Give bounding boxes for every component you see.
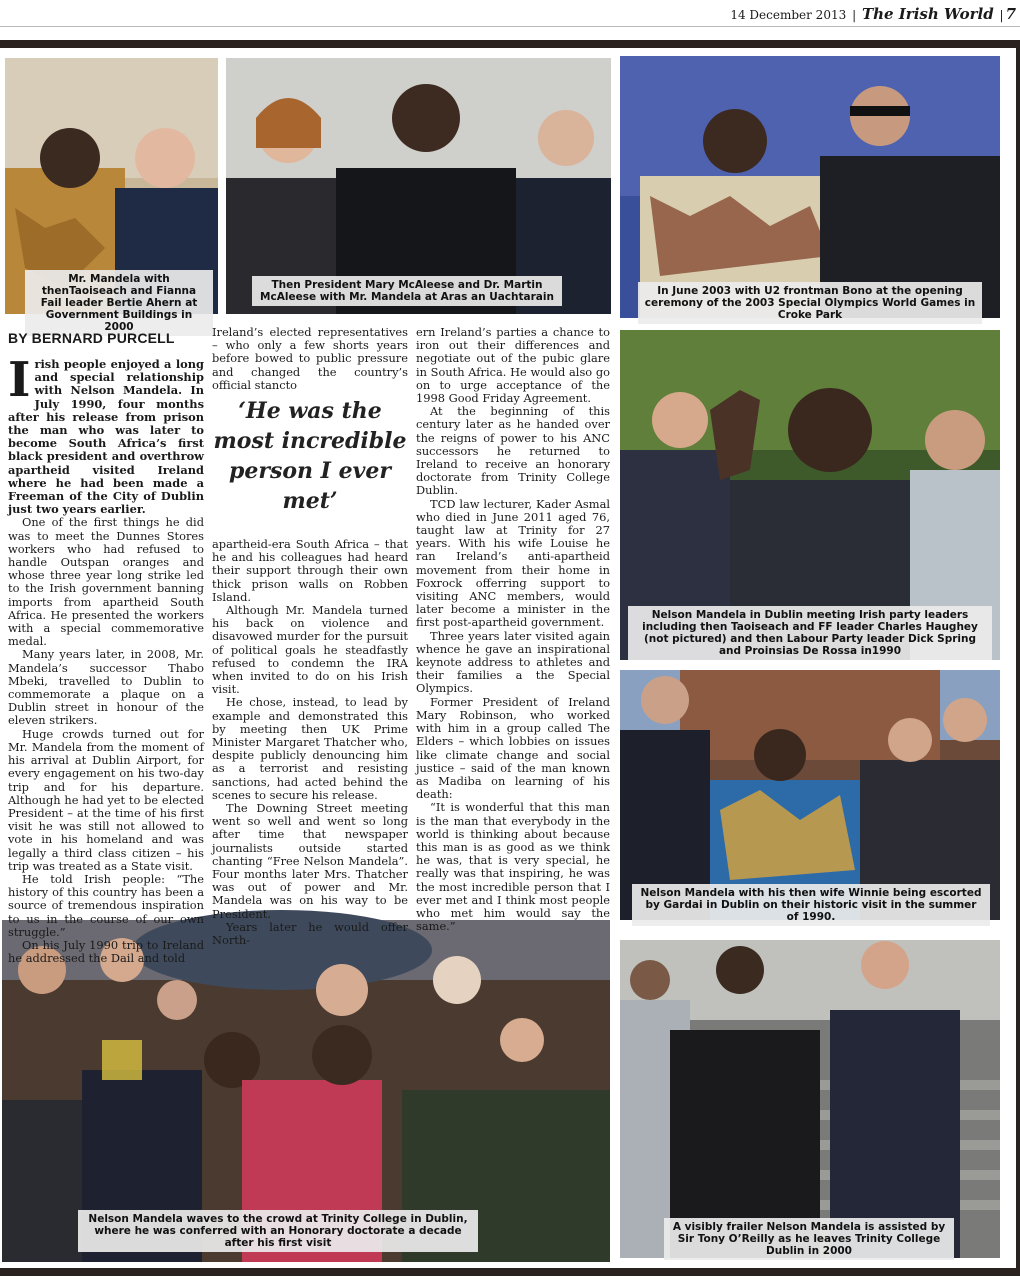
photo-mandela-mcaleese	[226, 58, 611, 314]
article-column-2	[212, 538, 408, 947]
header-separator: |	[852, 8, 857, 22]
caption-ahern: Mr. Mandela with thenTaoiseach and Fianna Fail leader Bertie Ahern at Government Buildings in 2000	[25, 270, 213, 336]
caption-oreilly: A visibly frailer Nelson Mandela is assisted by Sir Tony O’Reilly as he leaves Trinity College Dublin in 2000	[664, 1218, 954, 1260]
header-rule	[0, 26, 1020, 27]
paragraph: “It is wonderful that this man is the man that everybody in the world is thinking about because this man is as good as we think he was, that is very special, he really was that inspiring, he was the most incredible person that I ever met and I think most people who met him would say the same.”	[416, 800, 610, 934]
article-column-3	[416, 326, 610, 933]
intro-text: rish people enjoyed a long and special relationship with Nelson Mandela. In July 1990, four months after his release from prison the man who was later to become South Africa’s first black president and overthrow apartheid visited Ireland where he had been made a Freeman of the City of Dublin just two years earlier.	[8, 357, 204, 517]
article-column-2-top	[212, 326, 408, 392]
pull-quote: ‘He was the most incredible person I ever met’	[213, 398, 407, 514]
header-separator: |	[999, 8, 1004, 22]
paragraph: apartheid-era South Africa – that he and his colleagues had heard their support through their own thick prison walls on Robben Island.	[212, 537, 408, 604]
paragraph: Former President of Ireland Mary Robinson, who worked with him in a group called The Elders – which lobbies on issues like climate change and social justice – said of the man known as Madiba on learning of his death:	[416, 694, 610, 802]
photo-mandela-ahern	[5, 58, 218, 333]
byline: BY BERNARD PURCELL	[8, 330, 175, 346]
paragraph: He chose, instead, to lead by example and demonstrated this by meeting then UK Prime Minister Margaret Thatcher who, despite publicly denouncing him as a terrorist and resisting sanctions, had acted behind the scenes to secure his release.	[212, 695, 408, 802]
drop-cap: I	[8, 352, 31, 408]
paragraph: He told Irish people: “The history of this country has been a source of tremendous inspiration to us in the course of our own struggle.”	[8, 871, 204, 939]
photo-mandela-winnie	[620, 670, 1000, 923]
issue-date: 14 December 2013	[730, 8, 847, 22]
paragraph: Years later he would offer North-	[212, 919, 408, 948]
header-text	[730, 5, 1016, 23]
paragraph: Ireland’s elected representatives – who only a few shorts years before bowed to public pressure and changed the country’s official stancto	[212, 325, 408, 392]
paragraph: TCD law lecturer, Kader Asmal who died in June 2011 aged 76, taught law at Trinity for 27 years. With his wife Louise he ran Ireland’s anti-apartheid movement from their home in Foxrock offerring support to visiting ANC members, would later become a minister in the first post-apartheid government.	[416, 496, 610, 630]
paragraph: The Downing Street meeting went so well and went so long after time that newspaper journalists outside started chanting “Free Nelson Mandela”. Four months later Mrs. Thatcher was out of power and Mr. Mandela was on his way to be President.	[212, 801, 408, 921]
caption-trinity: Nelson Mandela waves to the crowd at Trinity College in Dublin, where he was conferred with an Honorary doctorate a decade after his first visit	[78, 1210, 478, 1252]
article-column-1	[8, 352, 204, 966]
caption-leaders: Nelson Mandela in Dublin meeting Irish party leaders including then Taoiseach and FF leader Charles Haughey (not pictured) and then Labour Party leader Dick Spring and Proinsias De Rossa in1990	[628, 606, 992, 660]
paragraph: Many years later, in 2008, Mr. Mandela’s successor Thabo Mbeki, travelled to Dublin to commemorate a plaque on a Dublin street in honour of the eleven strikers.	[8, 647, 204, 728]
paragraph: Huge crowds turned out for Mr. Mandela from the moment of his arrival at Dublin Airport, for every engagement on his two-day trip and for his departure. Although he had yet to be elected President – at the time of his first visit he was still not allowed to vote in his homeland and was legally a third class citizen – his trip was treated as a State visit.	[8, 726, 204, 873]
intro-paragraph	[8, 352, 204, 517]
caption-winnie: Nelson Mandela with his then wife Winnie being escorted by Gardai in Dublin on their historic visit in the summer of 1990.	[632, 884, 990, 926]
photo-mandela-bono	[620, 56, 1000, 321]
publication-name: The Irish World	[861, 5, 994, 23]
paragraph: One of the first things he did was to meet the Dunnes Stores workers who had refused to handle Outspan oranges and whose three year long strike led to the Irish government banning imports from apartheid South Africa. He presented the workers with a special commemorative medal.	[8, 515, 204, 649]
page-number: 7	[1005, 5, 1016, 23]
photo-mandela-leaders	[620, 330, 1000, 660]
photo-mandela-oreilly	[620, 940, 1000, 1258]
paragraph: On his July 1990 trip to Ireland he addressed the Dail and told	[8, 937, 204, 966]
caption-bono: In June 2003 with U2 frontman Bono at the opening ceremony of the 2003 Special Olympics World Games in Croke Park	[638, 282, 982, 324]
caption-mcaleese: Then President Mary McAleese and Dr. Martin McAleese with Mr. Mandela at Aras an Uachtarain	[252, 276, 562, 306]
paragraph: ern Ireland’s parties a chance to iron out their differences and negotiate out of the pubic glare in South Africa. He would also go on to urge acceptance of the 1998 Good Friday Agreement.	[416, 325, 610, 406]
paragraph: Three years later visited again whence he gave an inspirational keynote address to athletes and their families a the Special Olympics.	[416, 628, 610, 696]
paragraph: Although Mr. Mandela turned his back on violence and disavowed murder for the pursuit of political goals he steadfastly refused to condemn the IRA when invited to do on his Irish visit.	[212, 603, 408, 697]
photo-mandela-trinity	[2, 920, 610, 1262]
paragraph: At the beginning of this century later as he handed over the reigns of power to his ANC successors he returned to Ireland to receive an honorary doctorate from Trinity College Dublin.	[416, 404, 610, 498]
